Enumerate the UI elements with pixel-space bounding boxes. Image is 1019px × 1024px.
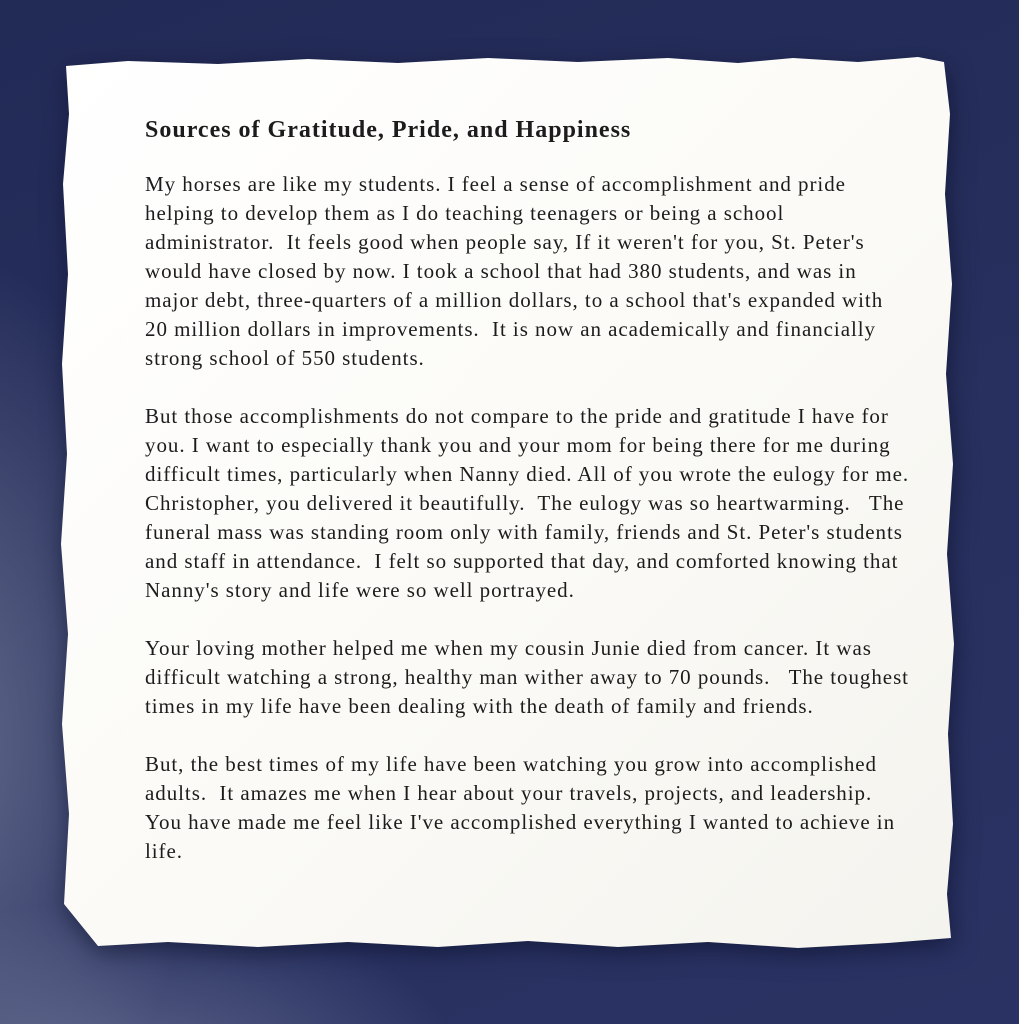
- paragraph-accomplishments: My horses are like my students. I feel a sense of accomplishment and pride helping to develop them as I do teaching teenagers or being a school administrator. It feels good when people say, If it weren't for you, St. Peter's would have closed by now. I took a school that had 380 students, and was in major debt, three-quarters of a million dollars, to a school that's expanded with 20 million dollars in improvements. It is now an academically and financially strong school of 550 students.: [145, 172, 890, 370]
- letter-content: [58, 54, 956, 951]
- paragraph-toughest-times: Your loving mother helped me when my cousin Junie died from cancer. It was difficult watching a strong, healthy man wither away to 70 pounds. The toughest times in my life have been dealing with the death of family and friends.: [145, 636, 916, 718]
- paragraph-gratitude: But those accomplishments do not compare to the pride and gratitude I have for you. I want to especially thank you and your mom for being there for me during difficult times, particularly when Nanny died. All of you wrote the eulogy for me. Christopher, you delivered it beautifully. The eulogy was so heartwarming. The funeral mass was standing room only with family, friends and St. Peter's students and staff in attendance. I felt so supported that day, and comforted knowing that Nanny's story and life were so well portrayed.: [145, 404, 916, 602]
- document-body: [145, 170, 916, 866]
- paragraph-best-times: But, the best times of my life have been watching you grow into accomplished adults. It amazes me when I hear about your travels, projects, and leadership. You have made me feel like I've accomplished everything I wanted to achieve in life.: [145, 752, 902, 863]
- document-title: Sources of Gratitude, Pride, and Happiness: [145, 117, 632, 143]
